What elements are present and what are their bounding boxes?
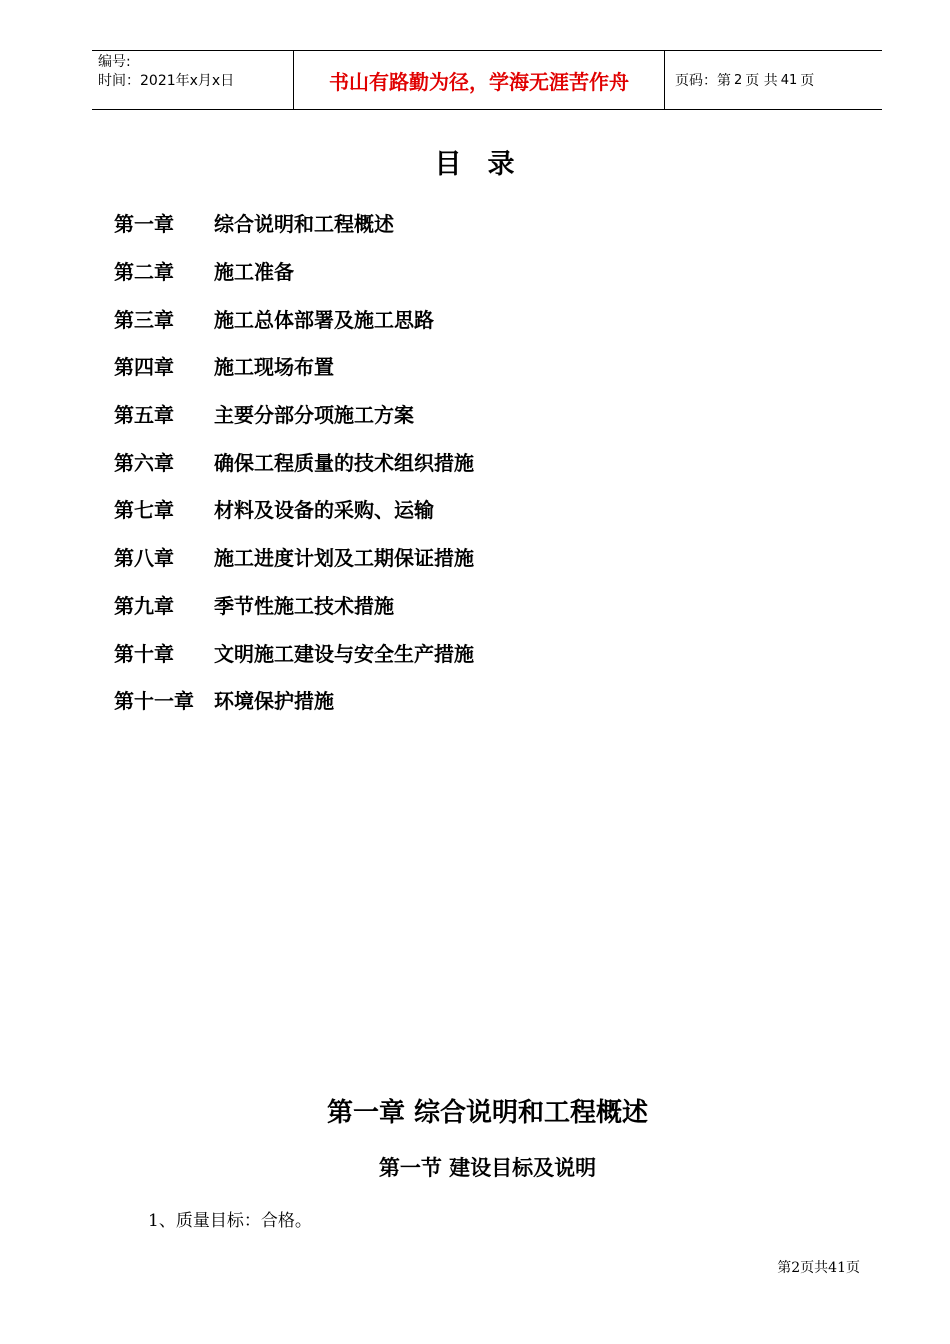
toc-text: 施工总体部署及施工思路 [214,307,434,332]
toc-text: 确保工程质量的技术组织措施 [214,450,474,475]
toc-item[interactable] [114,485,474,533]
header-meta [92,51,293,109]
toc-text: 文明施工建设与安全生产措施 [214,641,474,666]
toc-chapter: 第十一章 [114,689,194,714]
toc-chapter: 第四章 [114,355,174,380]
toc-text: 季节性施工技术措施 [214,593,394,618]
toc-item[interactable] [114,199,474,247]
page-prefix: 页码：第 [675,73,731,89]
toc-chapter: 第五章 [114,403,174,428]
toc-text: 施工进度计划及工期保证措施 [214,546,474,571]
toc-list [114,199,474,724]
toc-chapter: 第三章 [114,307,174,332]
toc-chapter: 第二章 [114,260,174,285]
toc-text: 施工准备 [214,260,294,285]
toc-text: 环境保护措施 [214,689,334,714]
page-mid: 页 共 [745,73,778,89]
toc-item[interactable] [114,294,474,342]
page-number: 2 [734,72,743,88]
quality-goal-paragraph: 1、质量目标：合格。 [148,1211,312,1231]
header-page-info [665,51,882,109]
toc-text: 材料及设备的采购、运输 [214,498,434,523]
toc-text: 综合说明和工程概述 [214,212,394,237]
toc-chapter: 第八章 [114,546,174,571]
toc-item[interactable] [114,437,474,485]
toc-item[interactable] [114,390,474,438]
toc-chapter: 第九章 [114,593,174,618]
chapter-title: 第一章 综合说明和工程概述 [326,1098,649,1128]
number-label: 编号: [98,54,131,70]
header-motto: 书山有路勤为径，学海无涯苦作舟 [293,51,665,109]
section-title: 第一节 建设目标及说明 [378,1156,597,1180]
toc-text: 施工现场布置 [214,355,334,380]
page-suffix: 页 [800,73,815,89]
toc-item[interactable] [114,247,474,295]
toc-chapter: 第六章 [114,450,174,475]
document-header [92,50,882,110]
toc-text: 主要分部分项施工方案 [214,403,414,428]
toc-item[interactable] [114,676,474,724]
time-label: 时间：2021年x月x日 [98,73,235,89]
toc-chapter: 第一章 [114,212,174,237]
toc-item[interactable] [114,581,474,629]
toc-title: 目录 [434,149,541,180]
page-footer: 第2页共41页 [777,1260,860,1276]
toc-chapter: 第十章 [114,641,174,666]
toc-chapter: 第七章 [114,498,174,523]
toc-item[interactable] [114,533,474,581]
toc-item[interactable] [114,628,474,676]
toc-item[interactable] [114,342,474,390]
total-pages: 41 [780,72,798,88]
